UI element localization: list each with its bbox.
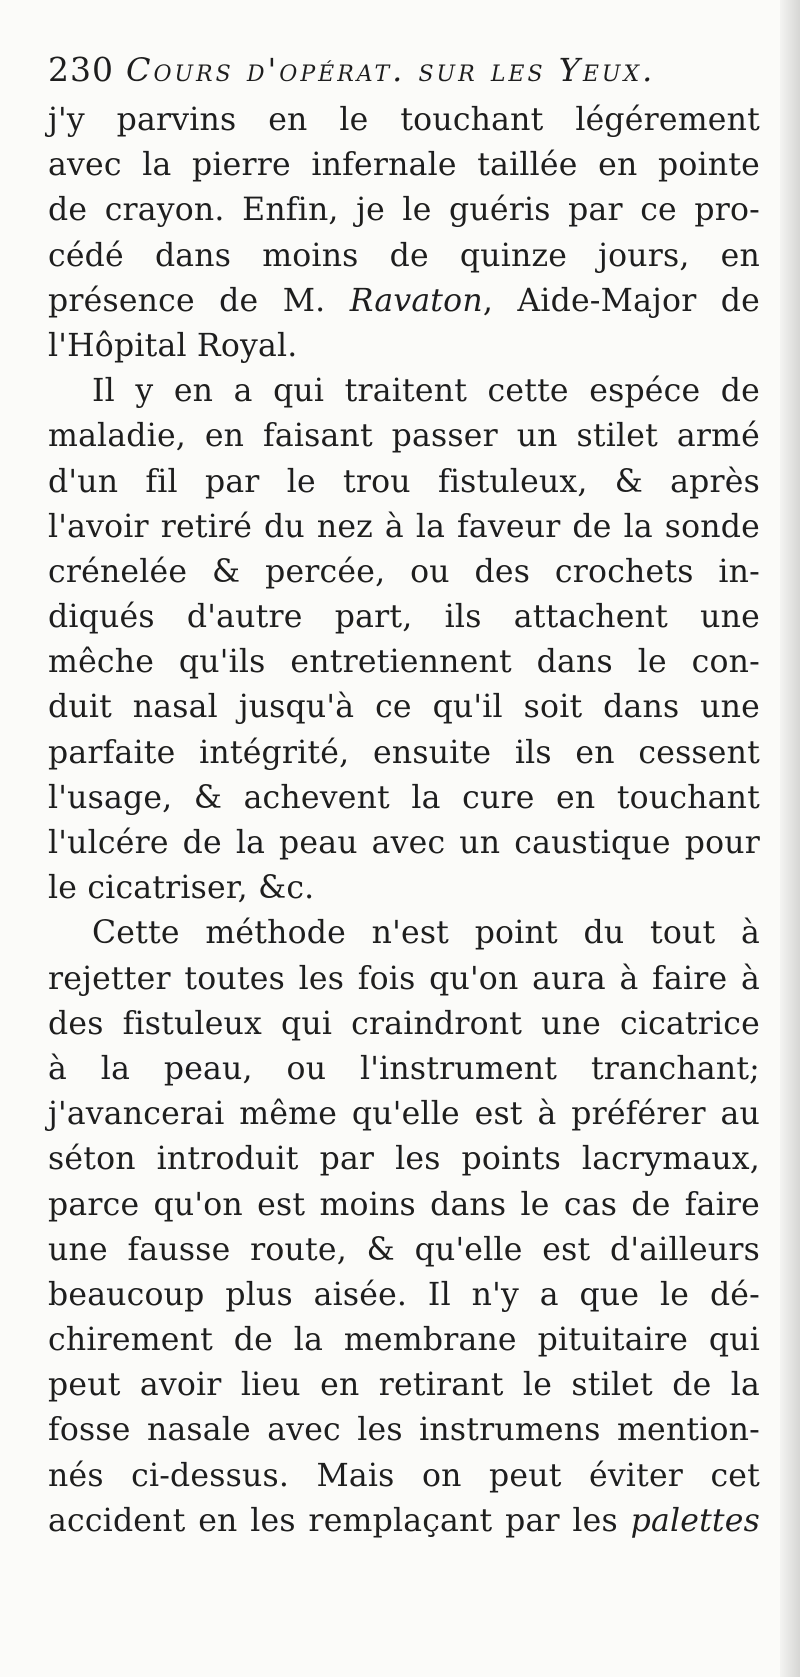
text-line: de crayon. Enfin, je le guéris par ce pro- <box>48 192 760 229</box>
text-line: avec la pierre infernale taillée en pointe <box>48 147 760 184</box>
text-segment: , Aide-Major de <box>482 282 760 319</box>
text-line: parce qu'on est moins dans le cas de faire <box>48 1186 760 1223</box>
text-line: l'ulcére de la peau avec un caustique pour <box>48 825 760 861</box>
paragraph-3 <box>48 911 760 1544</box>
text-line <box>48 279 760 324</box>
text-line: rejetter toutes les fois qu'on aura à faire à <box>48 960 760 997</box>
page-number: 230 <box>48 50 114 89</box>
text-line: duit nasal jusqu'à ce qu'il soit dans une <box>48 689 760 726</box>
text-line: maladie, en faisant passer un stilet armé <box>48 418 760 455</box>
text-line: fosse nasale avec les instrumens mention- <box>48 1412 760 1449</box>
text-segment: présence de M. <box>48 282 350 319</box>
text-line: beaucoup plus aisée. Il n'y a que le dé- <box>48 1276 760 1313</box>
running-head <box>48 42 760 98</box>
italic-word-palettes: palettes <box>630 1502 760 1539</box>
text-line: crénelée & percée, ou des crochets in- <box>48 553 760 590</box>
text-line: diqués d'autre part, ils attachent une <box>48 599 760 636</box>
text-line: Cette méthode n'est point du tout à <box>92 915 760 952</box>
text-line: Il y en a qui traitent cette espéce de <box>92 373 760 410</box>
page-gutter-shadow <box>780 0 800 1677</box>
paragraph-2 <box>48 369 760 911</box>
text-line: des fistuleux qui craindront une cicatrice <box>48 1005 760 1042</box>
text-line: parfaite intégrité, ensuite ils en cessent <box>48 734 760 771</box>
text-line: le cicatriser, &c. <box>48 870 315 907</box>
text-block <box>48 42 760 1544</box>
text-line: chirement de la membrane pituitaire qui <box>48 1322 760 1359</box>
text-segment: accident en les remplaçant par les <box>48 1502 631 1539</box>
running-title: Cours d'opérat. sur les Yeux. <box>126 51 656 89</box>
text-line: cédé dans moins de quinze jours, en <box>48 237 760 274</box>
text-line: mêche qu'ils entretiennent dans le con- <box>48 644 760 681</box>
paragraph-1 <box>48 98 760 369</box>
text-line: peut avoir lieu en retirant le stilet de la <box>48 1367 760 1404</box>
text-line <box>48 1499 760 1544</box>
text-line: j'avancerai même qu'elle est à préférer au <box>48 1096 760 1133</box>
text-line: l'usage, & achevent la cure en touchant <box>48 779 760 816</box>
text-line: séton introduit par les points lacrymaux, <box>48 1141 760 1178</box>
text-line: à la peau, ou l'instrument tranchant; <box>48 1050 760 1087</box>
text-line: d'un fil par le trou fistuleux, & après <box>48 463 760 500</box>
text-line: l'Hôpital Royal. <box>48 327 298 364</box>
text-line: l'avoir retiré du nez à la faveur de la sonde <box>48 508 760 545</box>
text-line: une fausse route, & qu'elle est d'ailleurs <box>48 1231 760 1268</box>
italic-name-ravaton: Ravaton <box>349 282 483 319</box>
text-line: nés ci-dessus. Mais on peut éviter cet <box>48 1457 760 1494</box>
text-line: j'y parvins en le touchant légérement <box>48 102 760 138</box>
